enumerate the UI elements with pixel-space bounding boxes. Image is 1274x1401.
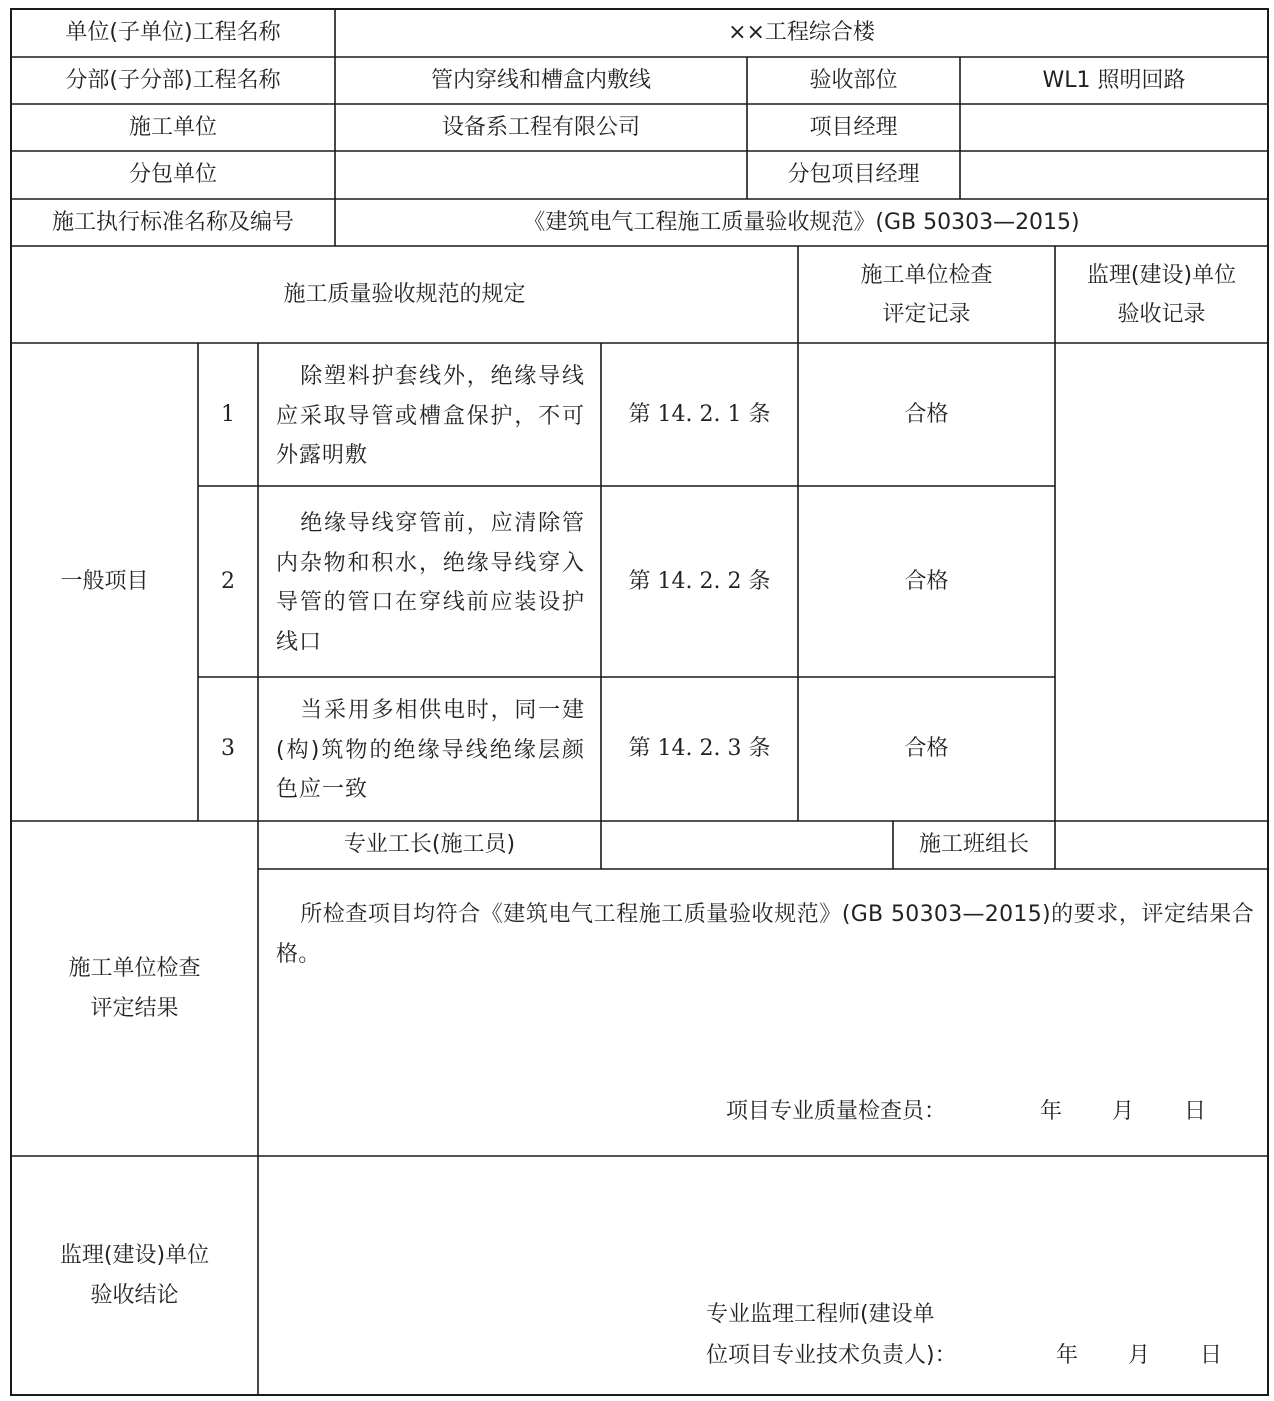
supervision-day: 日 [1200,1343,1223,1368]
item-3-text: 当采用多相供电时，同一建(构)筑物的绝缘导线绝缘层颜色应一致 [276,698,585,802]
construction-unit-value: 设备系工程有限公司 [441,114,640,140]
item-3-result: 合格 [904,736,949,761]
standard-label: 施工执行标准名称及编号 [51,209,294,235]
sub-manager-label: 分包项目经理 [787,162,920,187]
supervision-signer-line1: 专业监理工程师(建设单 [706,1302,935,1327]
team-leader-label: 施工班组长 [918,832,1029,857]
supervision-record-cell [1055,343,1268,821]
quality-inspector-label: 项目专业质量检查员： [726,1099,947,1124]
sub-project-value: 管内穿线和槽盒内敷线 [430,67,651,93]
sub-manager-value [960,151,1268,199]
unit-project-value: ××工程综合楼 [728,20,875,45]
inspection-year: 年 [1040,1099,1063,1124]
item-2-text: 绝缘导线穿管前，应清除管内杂物和积水，绝缘导线穿入导管的管口在穿线前应装设护线口 [276,511,585,655]
supervision-conclusion-label-line2: 验收结论 [90,1282,179,1308]
check-record-header-line2: 评定记录 [882,301,971,327]
supervision-year: 年 [1056,1343,1079,1368]
item-2-number: 2 [221,568,235,594]
supervision-signer-line2: 位项目专业技术负责人)： [706,1343,957,1368]
foreman-label: 专业工长(施工员) [343,832,516,857]
item-3-clause: 第 14. 2. 3 条 [628,736,771,761]
supervision-record-header [1055,246,1268,343]
item-2-clause: 第 14. 2. 2 条 [628,568,771,594]
subcontractor-label: 分包单位 [128,162,217,187]
acceptance-part-label: 验收部位 [809,67,898,93]
project-manager-label: 项目经理 [809,114,898,140]
check-record-header [798,246,1055,343]
item-3-number: 3 [221,736,235,761]
item-1-result: 合格 [904,401,949,427]
inspection-conclusion: 所检查项目均符合《建筑电气工程施工质量验收规范》(GB 50303—2015)的要求，评定结果合格。 [276,902,1254,967]
inspection-month: 月 [1112,1099,1135,1124]
unit-project-label: 单位(子单位)工程名称 [65,20,281,45]
sub-project-label: 分部(子分部)工程名称 [65,67,281,93]
standard-value: 《建筑电气工程施工质量验收规范》(GB 50303—2015) [523,209,1080,235]
inspection-result-label [11,821,258,1156]
supervision-conclusion-label-line1: 监理(建设)单位 [59,1242,210,1268]
inspection-result-label-line1: 施工单位检查 [68,955,201,981]
supervision-record-header-line2: 验收记录 [1117,301,1206,327]
supervision-conclusion-label [11,1156,258,1395]
check-record-header-line1: 施工单位检查 [860,262,993,288]
team-leader-value [1055,821,1268,869]
general-items-label: 一般项目 [60,569,149,594]
item-1-number: 1 [221,401,235,427]
spec-column-header: 施工质量验收规范的规定 [283,281,526,307]
item-1-text: 除塑料护套线外，绝缘导线应采取导管或槽盒保护，不可外露明敷 [276,364,585,468]
project-manager-value [960,104,1268,151]
construction-unit-label: 施工单位 [128,114,217,140]
item-1-clause: 第 14. 2. 1 条 [628,401,771,427]
foreman-value [601,821,893,869]
supervision-record-header-line1: 监理(建设)单位 [1086,262,1237,288]
item-2-result: 合格 [904,568,949,594]
inspection-day: 日 [1184,1099,1207,1124]
subcontractor-value [335,151,747,199]
inspection-result-label-line2: 评定结果 [90,995,179,1021]
acceptance-part-value: WL1 照明回路 [1042,67,1186,93]
supervision-month: 月 [1128,1343,1151,1368]
